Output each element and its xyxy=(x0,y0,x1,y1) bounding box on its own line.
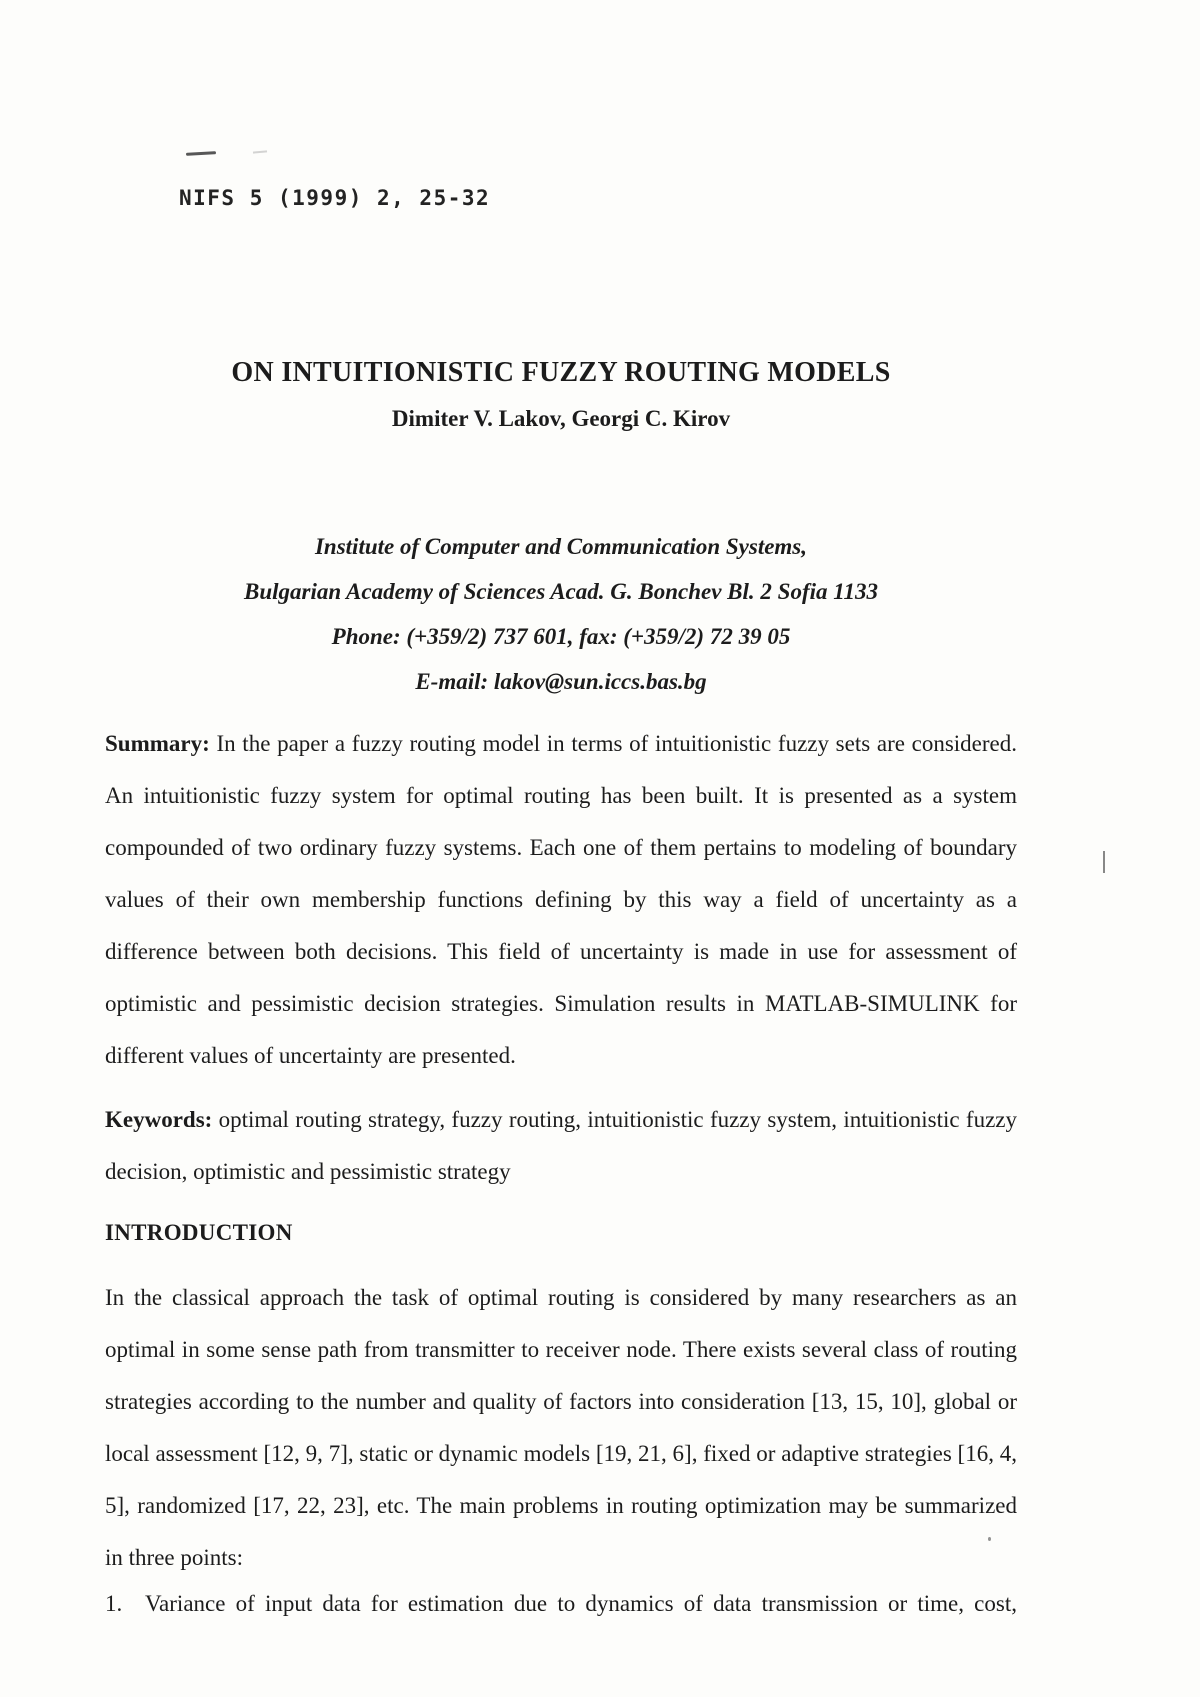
summary-label: Summary: xyxy=(105,731,210,756)
scan-artifact-dash xyxy=(186,151,216,156)
affiliation-email: E-mail: lakov@sun.iccs.bas.bg xyxy=(415,669,707,694)
affiliation-address: Bulgarian Academy of Sciences Acad. G. Bonchev Bl. 2 Sofia 1133 xyxy=(244,579,878,604)
keywords-label: Keywords: xyxy=(105,1107,213,1132)
affiliation-phone-fax: Phone: (+359/2) 737 601, fax: (+359/2) 72 39 05 xyxy=(331,624,791,649)
summary-paragraph xyxy=(105,718,1017,1082)
list-item-text: Variance of input data for estimation due to dynamics of data transmission or time, cost, xyxy=(145,1591,1017,1616)
list-item-number: 1. xyxy=(105,1591,123,1616)
introduction-paragraph: In the classical approach the task of optimal routing is considered by many researchers as an optimal in some sense path from transmitter to receiver node. There exists several class of routing strategies according to the number and quality of factors into consideration [13, 15, 10], global or local assessment [12, 9, 7], static or dynamic models [19, 21, 6], fixed or adaptive strategies [16, 4, 5], randomized [17, 22, 23], etc. The main problems in routing optimization may be summarized in three points: xyxy=(105,1285,1017,1570)
summary-text: In the paper a fuzzy routing model in terms of intuitionistic fuzzy sets are considered. An intuitionistic fuzzy system for optimal routing has been built. It is presented as a system compounded of two ordinary fuzzy systems. Each one of them pertains to modeling of boundary values of their own membership functions defining by this way a field of uncertainty as a difference between both decisions. This field of uncertainty is made in use for assessment of optimistic and pessimistic decision strategies. Simulation results in MATLAB-SIMULINK for different values of uncertainty are presented. xyxy=(105,731,1017,1068)
scan-artifact-smudge xyxy=(253,150,267,153)
affiliation-institute: Institute of Computer and Communication Systems, xyxy=(314,534,808,559)
introduction-heading: INTRODUCTION xyxy=(105,1220,293,1245)
keywords-paragraph xyxy=(105,1094,1017,1198)
authors-line: Dimiter V. Lakov, Georgi C. Kirov xyxy=(391,406,731,431)
scan-artifact-margin-line xyxy=(1103,851,1105,873)
list-item xyxy=(105,1578,1017,1630)
keywords-text: optimal routing strategy, fuzzy routing, intuitionistic fuzzy system, intuitionistic fuzzy decision, optimistic and pessimistic strategy xyxy=(105,1107,1017,1184)
journal-reference: NIFS 5 (1999) 2, 25-32 xyxy=(179,186,491,210)
affiliation-block xyxy=(105,524,1017,704)
paper-title: ON INTUITIONISTIC FUZZY ROUTING MODELS xyxy=(231,357,891,388)
